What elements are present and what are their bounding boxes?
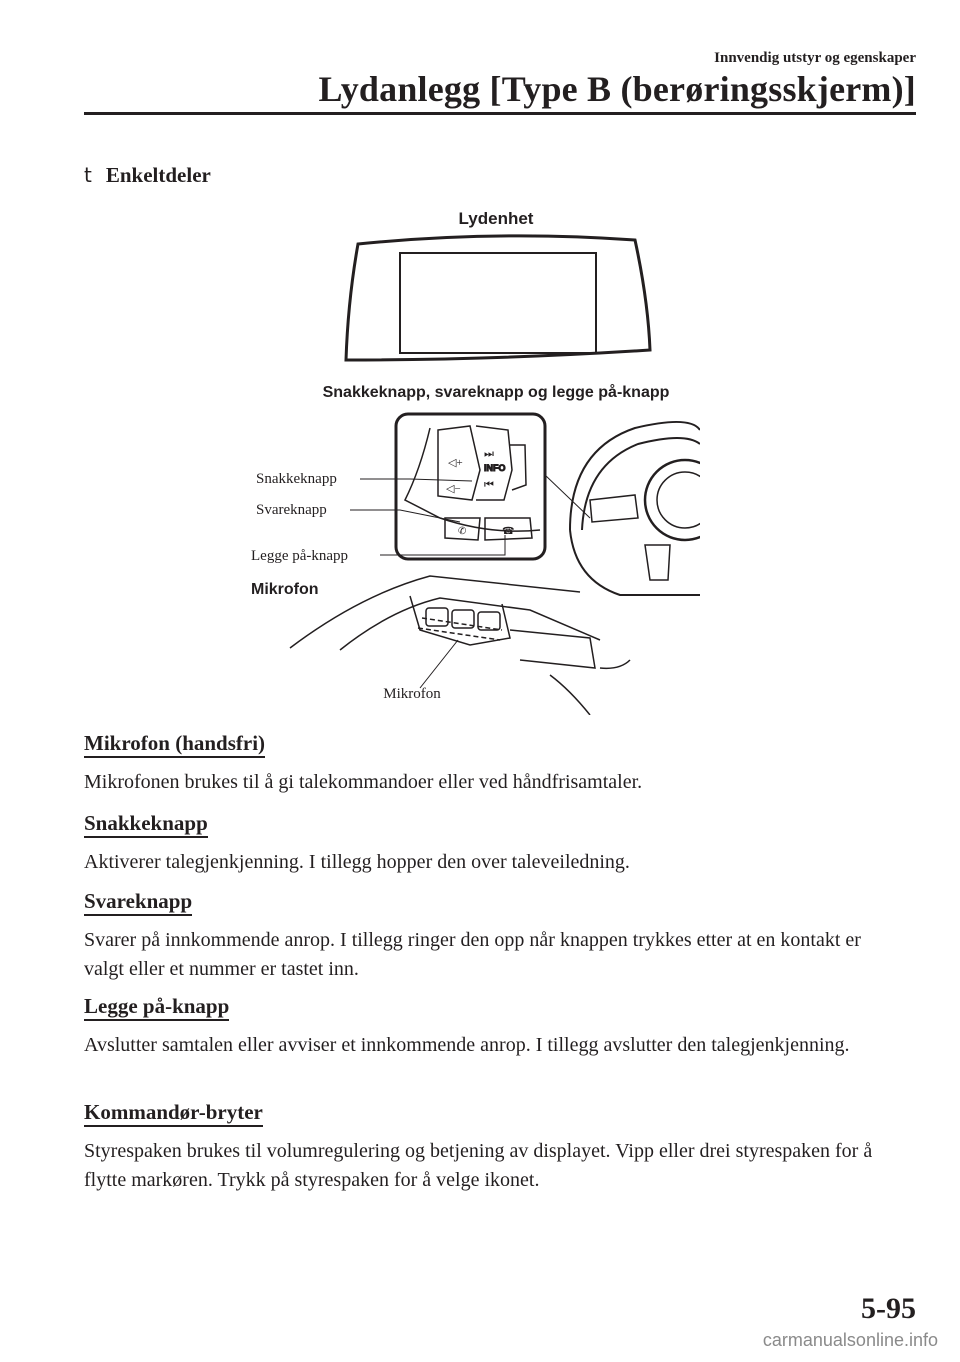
svg-text:⏮: ⏮ [484, 479, 494, 491]
components-illustration [240, 200, 700, 715]
section-text-microphone: Mikrofonen brukes til å gi talekommandoer eller ved håndfrisamtaler. [84, 771, 643, 793]
section-text-hangup-button: Avslutter samtalen eller avviser et innkommende anrop. I tillegg avslutter den talegjenkjenning. [84, 1034, 850, 1056]
hangup-button-callout: Legge på-knapp [251, 548, 349, 564]
svg-text:◁−: ◁− [446, 483, 461, 495]
info-button-label: INFO [484, 463, 506, 473]
section-heading-talk-button: Snakkeknapp [84, 810, 208, 838]
section-commander-switch [84, 1099, 884, 1195]
section-answer-button [84, 888, 884, 984]
steering-switch-detail [396, 414, 545, 559]
svg-text:⏭: ⏭ [484, 448, 494, 460]
header-section-name: Innvendig utstyr og egenskaper [714, 50, 916, 66]
microphone-label: Mikrofon [251, 581, 319, 598]
svg-text:✆: ✆ [458, 526, 467, 537]
page-title: Lydanlegg [Type B (berøringsskjerm)] [318, 69, 916, 109]
talk-button-callout: Snakkeknapp [256, 471, 337, 487]
watermark: carmanualsonline.info [762, 1330, 938, 1350]
section-text-answer-button: Svarer på innkommende anrop. I tillegg ringer den opp når knappen trykkes etter at en kontakt er valgt eller et nummer er tastet inn. [84, 929, 861, 980]
section-heading-hangup-button: Legge på-knapp [84, 993, 229, 1021]
section-heading-microphone: Mikrofon (handsfri) [84, 730, 265, 758]
subheading [84, 163, 211, 188]
subheading-text: Enkeltdeler [105, 163, 211, 187]
section-heading-commander-switch: Kommandør-bryter [84, 1099, 263, 1127]
switches-label: Snakkeknapp, svareknapp og legge på-knapp [322, 384, 670, 401]
page-number: 5-95 [861, 1292, 916, 1325]
section-hangup-button [84, 993, 884, 1060]
switch-callout-lines [350, 479, 505, 555]
header-divider [84, 112, 916, 115]
section-talk-button [84, 810, 884, 877]
answer-button-callout: Svareknapp [256, 502, 327, 518]
audio-unit-display [346, 236, 650, 360]
audio-unit-label: Lydenhet [458, 209, 534, 228]
section-heading-answer-button: Svareknapp [84, 888, 192, 916]
section-microphone [84, 730, 884, 797]
svg-text:◁+: ◁+ [448, 457, 463, 469]
section-text-talk-button: Aktiverer talegjenkjenning. I tillegg hopper den over taleveiledning. [84, 851, 630, 873]
steering-wheel [545, 422, 700, 595]
section-text-commander-switch: Styrespaken brukes til volumregulering og betjening av displayet. Vipp eller drei styrespaken for å flytte markøren. Trykk på styrespaken for å velge ikonet. [84, 1140, 873, 1191]
microphone-callout: Mikrofon [383, 686, 441, 702]
overhead-console [290, 576, 630, 715]
bullet-marker: t [84, 163, 92, 187]
svg-text:☎: ☎ [502, 526, 515, 537]
